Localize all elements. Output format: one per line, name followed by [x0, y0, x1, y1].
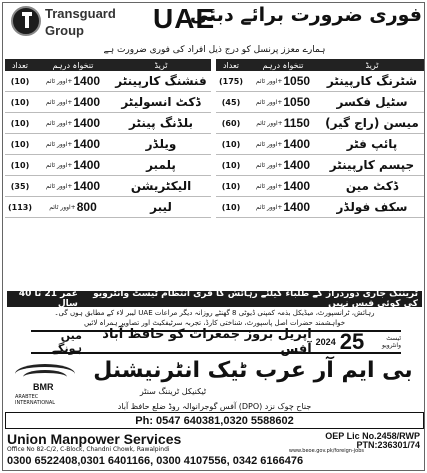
table-row — [5, 71, 211, 92]
urdu-title: فوری ضرورت برائے دبئی — [189, 4, 422, 26]
salary-unit: +اوور ٹائم — [256, 119, 283, 127]
salary — [246, 137, 320, 151]
table-row — [5, 176, 211, 197]
documents-note: خواہشمند حضرات اصل پاسپورٹ، شناختی کارڈ، تجربہ سرٹیفکیٹ اور تصاویر ہمراہ لائیں — [83, 319, 346, 327]
salary-value: 800 — [76, 200, 97, 214]
header-count: تعداد — [222, 60, 240, 70]
salary-value: 1400 — [73, 137, 101, 151]
salary — [35, 95, 111, 109]
company-address: جناح چوک نزد (DPO) آفس گوجرانوالہ روڈ ضلع حافظ آباد — [117, 402, 312, 411]
salary-value: 1400 — [283, 137, 311, 151]
table-row — [216, 134, 424, 155]
vacancy-count: (175) — [218, 76, 243, 86]
salary — [246, 116, 320, 130]
header-trade: ٹریڈ — [154, 60, 168, 70]
table-row — [5, 155, 211, 176]
bmr-logo-text: BMR — [33, 382, 54, 392]
salary-unit: +اوور ٹائم — [45, 119, 73, 127]
vacancy-count: (10) — [10, 76, 30, 86]
trades-table-left — [5, 59, 211, 218]
salary — [35, 74, 111, 88]
salary-value: 1400 — [283, 158, 311, 172]
salary-value: 1400 — [73, 74, 101, 88]
table-row — [5, 92, 211, 113]
salary-value: 1400 — [73, 116, 101, 130]
trade-name: جپسم کارپینٹر — [329, 158, 415, 172]
header-count: تعداد — [11, 60, 29, 70]
bmr-logo — [15, 356, 75, 406]
interview-tag: ٹیسٹ وانٹرویو — [381, 335, 401, 349]
trade-name: لیبر — [150, 200, 172, 214]
agency-address: Office No 82-C/2, C-Block, Chandni Chowk, Rawalpindi — [7, 446, 170, 453]
table-row — [216, 197, 424, 218]
salary — [35, 116, 111, 130]
salary-unit: +اوور ٹائم — [255, 98, 283, 106]
salary-unit: +اوور ٹائم — [255, 140, 283, 148]
salary-value: 1400 — [283, 179, 311, 193]
company-urdu-name: بی ایم آر عرب ٹیک انٹرنیشنل — [93, 358, 413, 383]
header-salary: تنخواہ درہم — [262, 60, 304, 70]
table-row — [216, 176, 424, 197]
trade-name: ڈکٹ انسولیٹر — [121, 95, 201, 109]
interview-date — [31, 327, 401, 357]
salary-unit: +اوور ٹائم — [255, 203, 283, 211]
salary — [35, 179, 111, 193]
salary-unit: +اوور ٹائم — [45, 98, 73, 106]
trade-name: بلڈنگ پینٹر — [129, 116, 193, 130]
salary — [246, 179, 320, 193]
salary-value: 1050 — [283, 74, 311, 88]
brand-group: Group — [45, 23, 84, 38]
trade-name: شٹرنگ کارپینٹر — [326, 74, 418, 88]
interview-text: اپریل بروز جمعرات کو حافظ آباد آفس — [102, 327, 312, 357]
vacancy-count: (10) — [221, 181, 241, 191]
oep-license: OEP Lic No.2458/RWP — [325, 431, 420, 441]
salary-unit: +اوور ٹائم — [45, 140, 73, 148]
table-row — [5, 134, 211, 155]
salary-unit: +اوور ٹائم — [255, 77, 283, 85]
salary-unit: +اوور ٹائم — [45, 182, 73, 190]
age-bar — [7, 291, 422, 307]
transguard-logo — [11, 6, 41, 36]
training-text: ٹریننگ جاری دوردراز کے طلباء کیلئے رہائش کا فری انتظام ٹیسٹ وانٹرویو کی کوئی فیس نہیں — [93, 289, 418, 309]
vacancy-count: (113) — [7, 202, 32, 212]
company-phone: Ph: 0547 640381,0320 5588602 — [5, 412, 424, 429]
agency-name: Union Manpower Services — [7, 431, 182, 447]
brand-name: Transguard — [45, 6, 116, 21]
ptn-number: PTN:236301/74 — [356, 440, 420, 450]
salary — [35, 158, 111, 172]
interview-year: 2024 — [315, 337, 336, 347]
trade-name: الیکٹریشن — [130, 179, 192, 193]
agency-phones: 0300 6522408,0301 6401166, 0300 4107556, 0342 6166476 — [7, 455, 304, 467]
logo-t-icon — [22, 12, 32, 28]
table-header — [5, 59, 211, 71]
header-trade: ٹریڈ — [365, 60, 379, 70]
vacancy-count: (10) — [221, 160, 241, 170]
table-row — [216, 71, 424, 92]
salary — [246, 158, 320, 172]
table-row — [5, 197, 211, 218]
salary-value: 1400 — [73, 158, 101, 172]
salary-unit: +اوور ٹائم — [255, 161, 283, 169]
country-title: UAE — [153, 3, 216, 34]
benefits-note: رہائش، ٹرانسپورٹ، میڈیکل بذمہ کمپنی ڈیوٹی 8 گھنٹے روزانہ دیگر مراعات UAE لیبر لاء کے مطابق ہوں گی۔ — [54, 309, 375, 317]
vacancy-count: (10) — [10, 160, 30, 170]
trade-name: پلمبر — [146, 158, 176, 172]
vacancy-count: (10) — [10, 97, 30, 107]
salary — [35, 137, 111, 151]
trade-name: پائپ فٹر — [346, 137, 398, 151]
trade-name: سٹیل فکسر — [336, 95, 408, 109]
salary-value: 1400 — [73, 95, 101, 109]
salary — [246, 200, 320, 214]
vacancy-count: (10) — [221, 202, 241, 212]
salary — [246, 95, 320, 109]
header-salary: تنخواہ درہم — [52, 60, 94, 70]
salary — [246, 74, 320, 88]
salary-value: 1150 — [283, 116, 310, 130]
interview-day: 25 — [339, 329, 365, 354]
salary — [35, 200, 111, 214]
company-tagline: ٹیکنیکل ٹریننگ سنٹر — [139, 387, 207, 396]
vacancy-count: (10) — [10, 139, 30, 149]
vacancy-count: (10) — [10, 118, 30, 128]
trade-name: سکف فولڈر — [336, 200, 408, 214]
table-row — [5, 113, 211, 134]
age-range: عمر 21 تا 40 سال — [18, 289, 78, 309]
salary-value: 1400 — [73, 179, 101, 193]
trade-name: میسن (راج گیر) — [325, 116, 419, 130]
trade-name: ڈکٹ مین — [345, 179, 399, 193]
table-header — [216, 59, 424, 71]
website: www.beoe.gov.pk/foreign-jobs — [288, 448, 364, 454]
trades-table-right — [216, 59, 424, 218]
header — [3, 3, 425, 47]
vacancy-count: (45) — [221, 97, 241, 107]
table-row — [216, 155, 424, 176]
vacancy-count: (10) — [221, 139, 241, 149]
salary-unit: +اوور ٹائم — [49, 203, 76, 211]
bmr-logo-sub: ARABTEC INTERNATIONAL — [15, 394, 56, 406]
vacancy-count: (60) — [221, 118, 241, 128]
trade-name: ویلڈر — [145, 137, 177, 151]
trade-name: فنشنگ کارپینٹر — [115, 74, 207, 88]
table-row — [216, 92, 424, 113]
salary-unit: +اوور ٹائم — [45, 77, 73, 85]
salary-unit: +اوور ٹائم — [45, 161, 73, 169]
salary-value: 1050 — [283, 95, 311, 109]
salary-unit: +اوور ٹائم — [255, 182, 283, 190]
table-row — [216, 113, 424, 134]
vacancy-count: (35) — [10, 181, 30, 191]
salary-value: 1400 — [283, 200, 311, 214]
subline: ہمارے معزز پرنسل کو درج ذیل افراد کی فوری ضرورت ہے — [103, 45, 326, 55]
interview-office: میں ہونگے — [51, 329, 82, 355]
job-advertisement — [2, 2, 425, 471]
